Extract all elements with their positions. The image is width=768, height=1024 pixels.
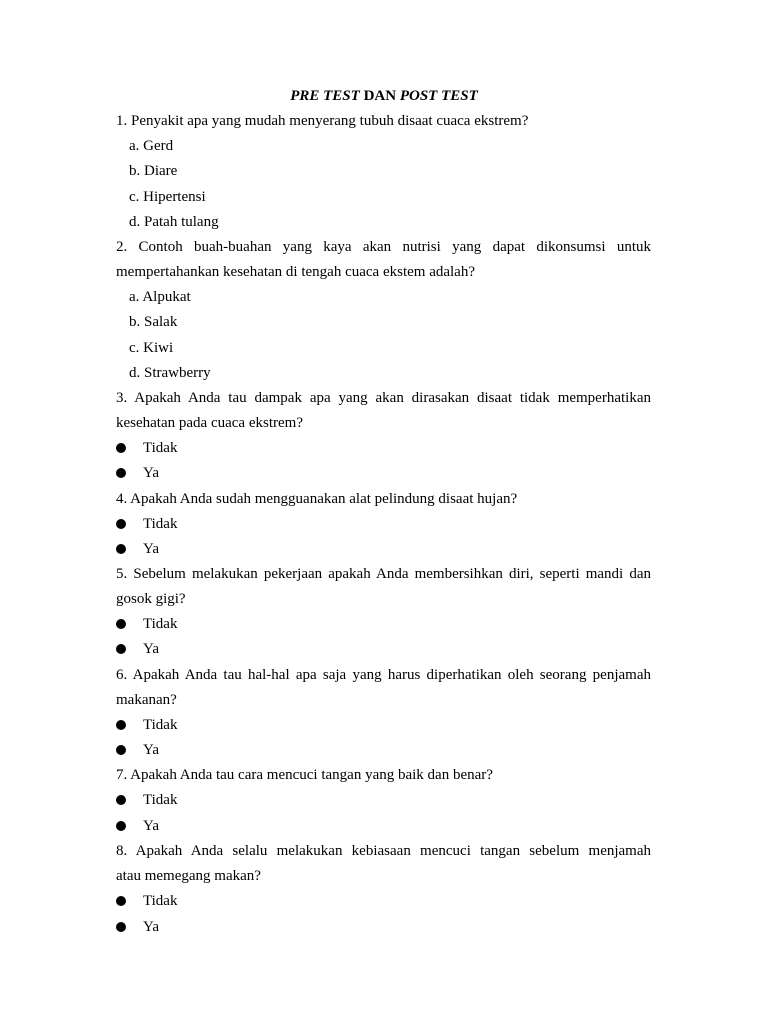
question-5-text-line-2: gosok gigi?	[116, 591, 186, 607]
question-1-option-a: a. Gerd	[129, 138, 174, 154]
question-8-answer-ya: Ya	[143, 919, 159, 935]
question-2-option-b: b. Salak	[129, 314, 178, 330]
bullet-icon	[116, 795, 126, 805]
bullet-icon	[116, 519, 126, 529]
question-7-answer-tidak: Tidak	[143, 792, 178, 808]
question-1-text: 1. Penyakit apa yang mudah menyerang tubuh disaat cuaca ekstrem?	[116, 113, 529, 129]
title-dan: DAN	[363, 88, 397, 104]
question-1-option-d: d. Patah tulang	[129, 214, 219, 230]
question-2-option-c: c. Kiwi	[129, 340, 174, 356]
bullet-icon	[116, 720, 126, 730]
bullet-icon	[116, 544, 126, 554]
question-6-answer-tidak: Tidak	[143, 717, 178, 733]
question-1-option-b: b. Diare	[129, 163, 178, 179]
question-2-option-a: a. Alpukat	[129, 289, 191, 305]
question-8-text-line-2: atau memegang makan?	[116, 868, 261, 884]
bullet-icon	[116, 922, 126, 932]
title-pre-test: PRE TEST	[290, 88, 360, 104]
question-7-answer-ya: Ya	[143, 818, 159, 834]
question-6-text-line-1: 6. Apakah Anda tau hal-hal apa saja yang harus diperhatikan oleh seorang penjamah	[116, 667, 651, 683]
question-6-text-line-2: makanan?	[116, 692, 177, 708]
bullet-icon	[116, 468, 126, 478]
bullet-icon	[116, 745, 126, 755]
question-2-option-d: d. Strawberry	[129, 365, 211, 381]
bullet-icon	[116, 896, 126, 906]
question-5-answer-ya: Ya	[143, 641, 159, 657]
question-8-answer-tidak: Tidak	[143, 893, 178, 909]
question-7-text: 7. Apakah Anda tau cara mencuci tangan yang baik dan benar?	[116, 767, 493, 783]
question-4-text: 4. Apakah Anda sudah mengguanakan alat pelindung disaat hujan?	[116, 491, 518, 507]
question-8-text-line-1: 8. Apakah Anda selalu melakukan kebiasaan mencuci tangan sebelum menjamah	[116, 843, 651, 859]
question-3-text-line-2: kesehatan pada cuaca ekstrem?	[116, 415, 303, 431]
question-4-answer-tidak: Tidak	[143, 516, 178, 532]
question-2-text-line-1: 2. Contoh buah-buahan yang kaya akan nutrisi yang dapat dikonsumsi untuk	[116, 239, 651, 255]
question-2-text-line-2: mempertahankan kesehatan di tengah cuaca ekstem adalah?	[116, 264, 475, 280]
page-title	[0, 86, 768, 106]
question-4-answer-ya: Ya	[143, 541, 159, 557]
question-5-answer-tidak: Tidak	[143, 616, 178, 632]
question-5-text-line-1: 5. Sebelum melakukan pekerjaan apakah Anda membersihkan diri, seperti mandi dan	[116, 566, 651, 582]
question-3-text-line-1: 3. Apakah Anda tau dampak apa yang akan dirasakan disaat tidak memperhatikan	[116, 390, 651, 406]
bullet-icon	[116, 443, 126, 453]
bullet-icon	[116, 619, 126, 629]
bullet-icon	[116, 821, 126, 831]
bullet-icon	[116, 644, 126, 654]
question-3-answer-tidak: Tidak	[143, 440, 178, 456]
question-3-answer-ya: Ya	[143, 465, 159, 481]
question-6-answer-ya: Ya	[143, 742, 159, 758]
title-post-test: POST TEST	[399, 88, 478, 104]
question-1-option-c: c. Hipertensi	[129, 189, 206, 205]
